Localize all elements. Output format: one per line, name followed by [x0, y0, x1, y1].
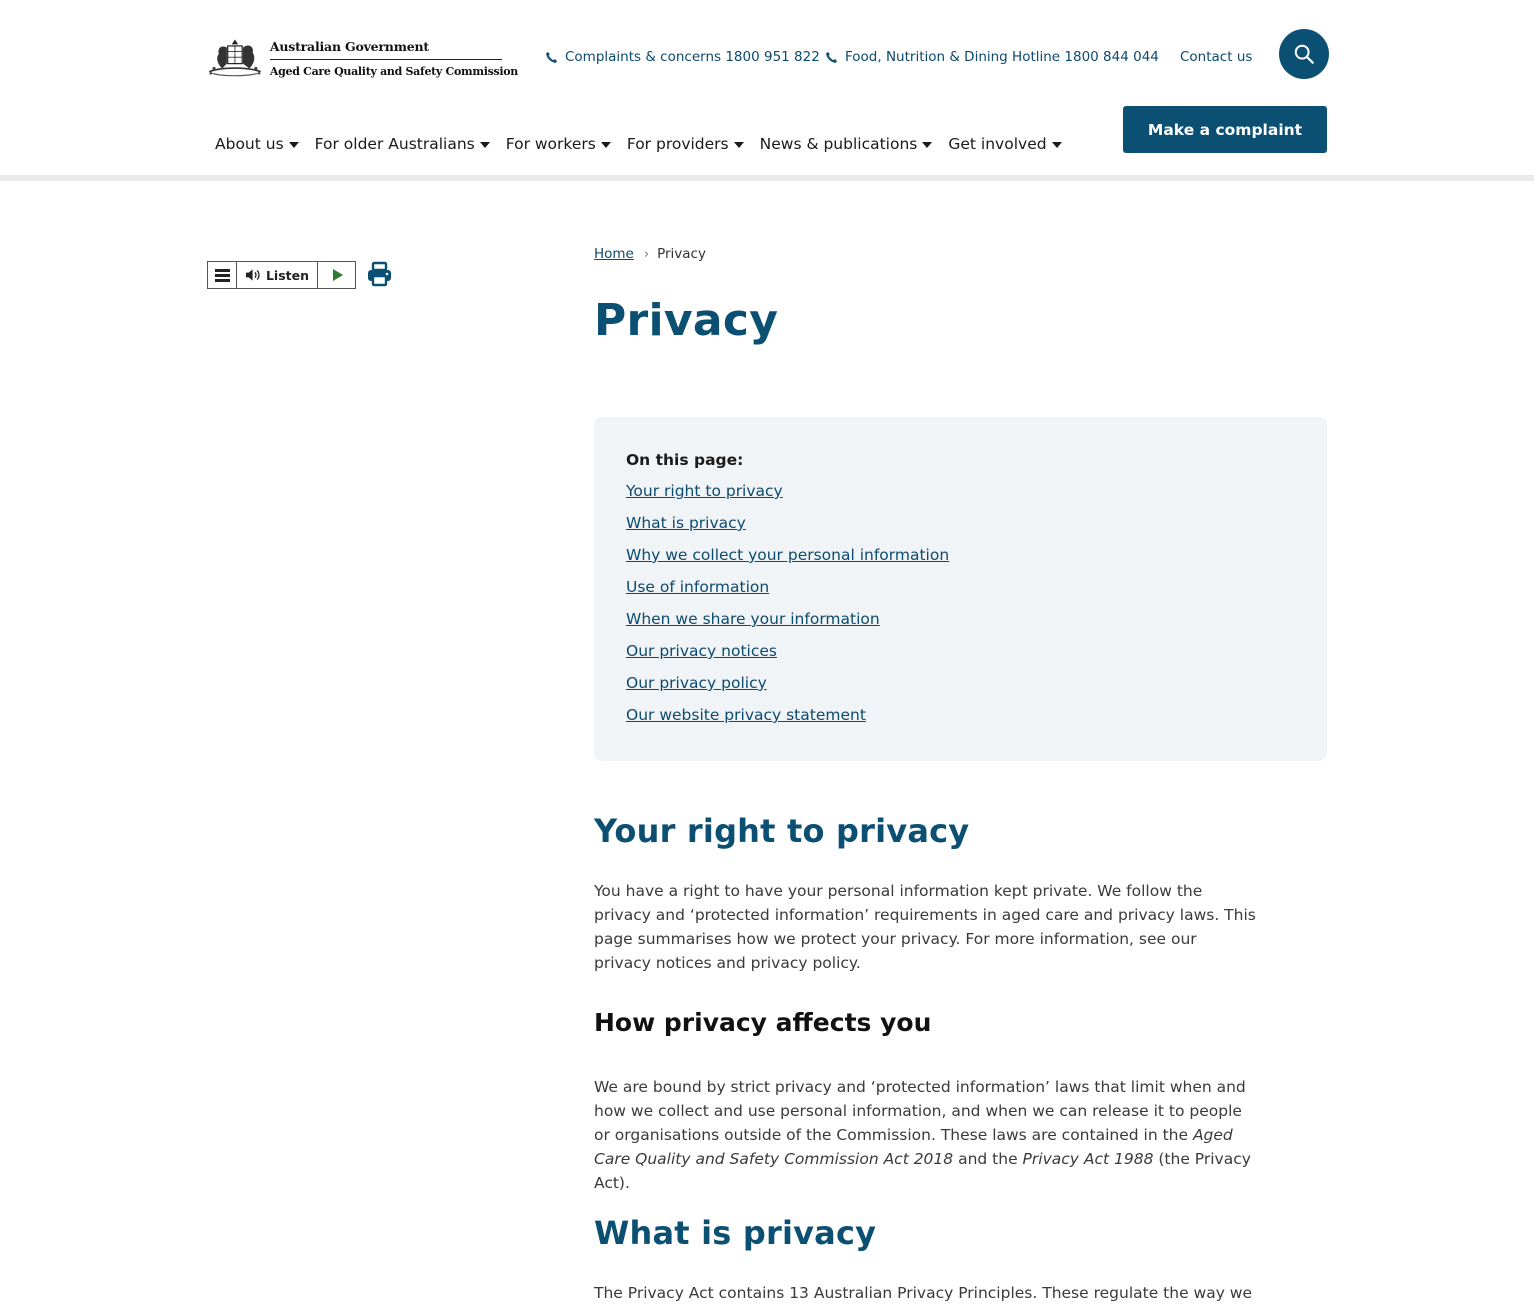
header-divider	[0, 175, 1534, 181]
listen-button[interactable]	[237, 262, 318, 288]
section-heading-how-affects: How privacy affects you	[594, 1008, 932, 1037]
main-nav	[215, 132, 1078, 156]
coat-of-arms-icon	[206, 31, 264, 85]
section-paragraph-what-is-privacy: The Privacy Act contains 13 Australian Privacy Principles. These regulate the way we	[594, 1284, 1253, 1302]
paragraph-text: (the Privacy Act).	[594, 1150, 1251, 1192]
section-heading-what-is-privacy: What is privacy	[594, 1214, 877, 1252]
section-heading-your-right: Your right to privacy	[594, 812, 970, 850]
play-icon	[333, 269, 343, 281]
toc-link-when-we-share[interactable]: When we share your information	[626, 610, 880, 628]
toc-list	[626, 475, 1295, 731]
section-paragraph-how-affects	[594, 1075, 1256, 1195]
breadcrumb-current: Privacy	[657, 246, 706, 262]
page-title: Privacy	[594, 295, 779, 346]
listen-play-button[interactable]	[318, 262, 355, 288]
act-title: Privacy Act 1988	[1022, 1150, 1154, 1168]
caret-down-icon	[480, 142, 490, 148]
listen-menu-button[interactable]	[208, 262, 237, 288]
search-icon	[1293, 43, 1315, 65]
logo-government-text: Australian Government	[270, 39, 502, 60]
menu-icon-bar	[215, 269, 230, 272]
site-header	[0, 0, 1534, 176]
toc-link-privacy-notices[interactable]: Our privacy notices	[626, 642, 777, 660]
nav-item-label: About us	[215, 135, 284, 153]
caret-down-icon	[734, 142, 744, 148]
toc-link-what-is-privacy[interactable]: What is privacy	[626, 514, 746, 532]
contact-us-link[interactable]	[1180, 47, 1252, 67]
logo-commission-text: Aged Care Quality and Safety Commission	[269, 64, 518, 78]
breadcrumb-home-link[interactable]: Home	[594, 246, 634, 262]
nav-item-get-involved[interactable]	[948, 135, 1061, 153]
toc-title: On this page:	[626, 451, 744, 469]
site-logo[interactable]	[206, 30, 518, 86]
chevron-right-icon: ›	[643, 246, 650, 262]
nav-item-label: Get involved	[948, 135, 1047, 153]
toc-link-your-right-to-privacy[interactable]: Your right to privacy	[626, 482, 783, 500]
phone-icon	[825, 51, 838, 64]
caret-down-icon	[922, 142, 932, 148]
act-title: Aged Care Quality and Safety Commission Act 2018	[594, 1126, 1233, 1168]
nav-item-about-us[interactable]	[215, 135, 299, 153]
nav-item-label: For older Australians	[314, 135, 475, 153]
nav-item-label: For providers	[626, 135, 729, 153]
nav-item-for-providers[interactable]	[627, 135, 744, 153]
menu-icon-bar	[215, 274, 230, 277]
nav-item-label: News & publications	[759, 135, 918, 153]
nav-item-for-older-australians[interactable]	[315, 135, 490, 153]
paragraph-text: We are bound by strict privacy and ‘protected information’ laws that limit when and how we collect and use personal information, and when we can release it to people or organisations outside of the Commission. These laws are contained in the	[594, 1078, 1246, 1144]
speaker-icon	[245, 268, 262, 282]
toc-link-why-we-collect[interactable]: Why we collect your personal information	[626, 546, 950, 564]
contact-us-text: Contact us	[1180, 49, 1253, 65]
toc-link-privacy-policy[interactable]: Our privacy policy	[626, 674, 767, 692]
caret-down-icon	[601, 142, 611, 148]
print-icon[interactable]	[366, 261, 393, 288]
toc-link-use-of-information[interactable]: Use of information	[626, 578, 770, 596]
caret-down-icon	[1052, 142, 1062, 148]
hotline-phone-text: Food, Nutrition & Dining Hotline 1800 844 044	[845, 49, 1159, 65]
phone-icon	[545, 51, 558, 64]
nav-item-news-publications[interactable]	[760, 135, 933, 153]
complaints-phone-link[interactable]	[545, 47, 820, 67]
menu-icon-bar	[215, 279, 230, 282]
caret-down-icon	[289, 142, 299, 148]
on-this-page-box	[594, 417, 1327, 761]
make-a-complaint-button[interactable]: Make a complaint	[1123, 106, 1327, 153]
toc-link-website-privacy-statement[interactable]: Our website privacy statement	[626, 706, 866, 724]
section-paragraph-your-right: You have a right to have your personal information kept private. We follow the privacy and ‘protected information’ requirements in aged care and privacy laws. This page summarises how we protect your privacy. For more information, see our privacy notices and privacy policy.	[594, 882, 1256, 972]
breadcrumb	[594, 244, 706, 264]
search-button[interactable]	[1279, 29, 1329, 79]
paragraph-text: and the	[953, 1150, 1023, 1168]
listen-toolbar	[207, 261, 356, 289]
nav-item-label: For workers	[505, 135, 596, 153]
hotline-phone-link[interactable]	[825, 47, 1159, 67]
listen-label: Listen	[265, 267, 310, 283]
complaints-phone-text: Complaints & concerns 1800 951 822	[565, 49, 820, 65]
nav-item-for-workers[interactable]	[506, 135, 611, 153]
